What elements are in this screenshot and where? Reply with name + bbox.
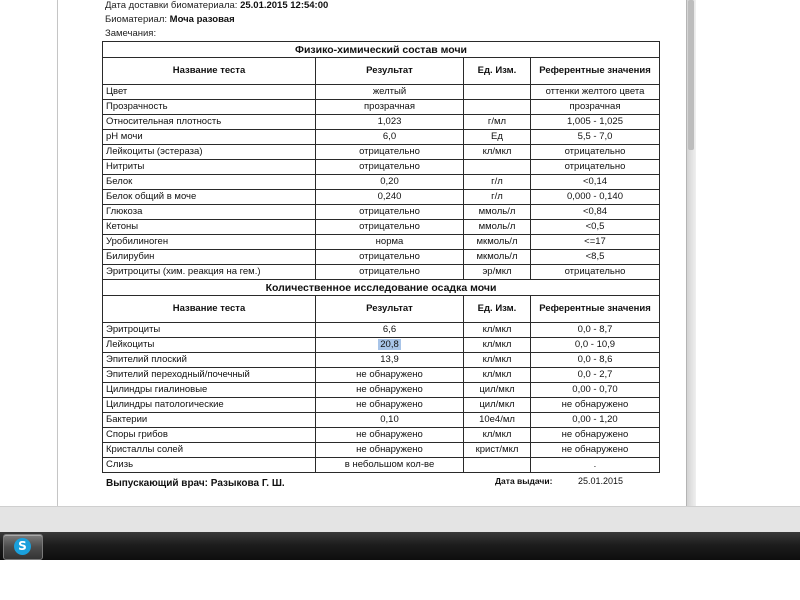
test-result-value: не обнаружено [356,429,423,440]
reference-header: Референтные значения [531,296,660,323]
test-name: Бактерии [103,413,316,428]
test-result-value: 0,240 [377,191,402,202]
test-name: Глюкоза [103,205,316,220]
test-reference: отрицательно [531,265,660,280]
test-unit [464,100,531,115]
test-reference: 5,5 - 7,0 [531,130,660,145]
test-result [316,353,464,368]
biomaterial-value: Моча разовая [169,14,235,25]
table-row [103,265,660,280]
test-unit: кл/мкл [464,353,531,368]
table-row [103,175,660,190]
table-row [103,205,660,220]
test-result-value: в небольшом кол-ве [344,459,435,470]
unit-header: Ед. Изм. [464,296,531,323]
test-name: Нитриты [103,160,316,175]
table-row [103,323,660,338]
test-unit: 10е4/мл [464,413,531,428]
result-header: Результат [316,58,464,85]
test-reference: . [531,458,660,473]
biomaterial-label: Биоматериал: [105,14,168,25]
section-title: Физико-химический состав мочи [103,42,660,58]
test-result [316,383,464,398]
test-name: Эпителий переходный/почечный [103,368,316,383]
test-result-value: не обнаружено [356,384,423,395]
table-row [103,338,660,353]
test-reference: не обнаружено [531,428,660,443]
biomaterial-line [105,14,235,25]
test-name: Прозрачность [103,100,316,115]
test-result-value: 6,6 [382,324,397,335]
test-reference: 0,00 - 0,70 [531,383,660,398]
table-row [103,115,660,130]
test-name: Лейкоциты [103,338,316,353]
test-result-value: не обнаружено [356,444,423,455]
test-result [316,190,464,205]
section-title: Количественное исследование осадка мочи [103,280,660,296]
table-row [103,368,660,383]
notes-line [105,28,156,39]
table-row [103,353,660,368]
test-name: Белок [103,175,316,190]
test-reference: 0,0 - 2,7 [531,368,660,383]
test-reference: 0,0 - 8,6 [531,353,660,368]
test-result [316,323,464,338]
skype-icon: S [14,538,31,555]
results-table [102,41,660,473]
test-name-header: Название теста [103,58,316,85]
test-result [316,458,464,473]
test-reference: <0,14 [531,175,660,190]
test-unit: кл/мкл [464,323,531,338]
test-result [316,265,464,280]
test-unit [464,458,531,473]
test-name: Споры грибов [103,428,316,443]
table-row [103,250,660,265]
test-reference: не обнаружено [531,398,660,413]
test-unit: цил/мкл [464,398,531,413]
test-name: Цилиндры патологические [103,398,316,413]
result-header: Результат [316,296,464,323]
test-result [316,220,464,235]
test-result-value: отрицательно [359,161,420,172]
test-result-value: 0,20 [380,176,399,187]
table-row [103,85,660,100]
test-reference: отрицательно [531,160,660,175]
test-result-value: отрицательно [359,266,420,277]
test-result-value: прозрачная [364,101,415,112]
test-result-value: норма [375,236,404,247]
table-row [103,235,660,250]
test-name: Эпителий плоский [103,353,316,368]
test-result [316,413,464,428]
test-unit [464,85,531,100]
test-result-value: 20,8 [380,339,399,350]
test-result-value: отрицательно [359,251,420,262]
test-result [316,115,464,130]
document-page [58,0,686,506]
test-reference: отрицательно [531,145,660,160]
test-result-value: желтый [372,86,407,97]
taskbar-skype-button[interactable] [3,534,43,560]
test-unit: ммоль/л [464,205,531,220]
test-unit: кл/мкл [464,338,531,353]
test-reference: <=17 [531,235,660,250]
delivery-date-value: 25.01.2015 12:54:00 [240,0,329,11]
test-reference: 0,000 - 0,140 [531,190,660,205]
test-unit: крист/мкл [464,443,531,458]
section1-column-headers [103,58,660,85]
table-row [103,398,660,413]
test-name: Слизь [103,458,316,473]
test-result [316,250,464,265]
table-row [103,130,660,145]
test-result [316,398,464,413]
notes-label: Замечания: [105,28,157,39]
test-unit: Ед [464,130,531,145]
test-unit: цил/мкл [464,383,531,398]
table-row [103,145,660,160]
test-reference: прозрачная [531,100,660,115]
taskbar [0,532,800,560]
test-result-value: не обнаружено [356,369,423,380]
test-name: Эритроциты (хим. реакция на гем.) [103,265,316,280]
table-row [103,190,660,205]
test-reference: 0,00 - 1,20 [531,413,660,428]
test-result-value: 13,9 [380,354,399,365]
test-name: Цвет [103,85,316,100]
test-result [316,235,464,250]
test-name: Лейкоциты (эстераза) [103,145,316,160]
test-reference: оттенки желтого цвета [531,85,660,100]
test-result [316,205,464,220]
test-reference: <8,5 [531,250,660,265]
test-result [316,100,464,115]
test-name: Относительная плотность [103,115,316,130]
test-reference: 0,0 - 10,9 [531,338,660,353]
test-name: Белок общий в моче [103,190,316,205]
test-unit: мкмоль/л [464,250,531,265]
test-name: Цилиндры гиалиновые [103,383,316,398]
test-reference: <0,84 [531,205,660,220]
section2-column-headers [103,296,660,323]
test-name: pH мочи [103,130,316,145]
delivery-date-line [105,0,328,11]
test-unit [464,160,531,175]
test-result [316,368,464,383]
test-reference: <0,5 [531,220,660,235]
table-row [103,413,660,428]
test-name: Уробилиноген [103,235,316,250]
issuing-doctor: Выпускающий врач: Разыкова Г. Ш. [106,478,285,489]
test-result [316,428,464,443]
test-reference: не обнаружено [531,443,660,458]
scrollbar-thumb[interactable] [688,0,694,150]
test-result [316,145,464,160]
test-unit: г/л [464,190,531,205]
test-unit: кл/мкл [464,145,531,160]
viewer-background [0,506,800,533]
table-row [103,100,660,115]
table-row [103,220,660,235]
section1-title-row [103,42,660,58]
test-reference: 1,005 - 1,025 [531,115,660,130]
table-row [103,443,660,458]
test-result-value: отрицательно [359,221,420,232]
test-result-value: 6,0 [382,131,397,142]
test-result-value: 0,10 [380,414,399,425]
test-result [316,175,464,190]
test-unit: ммоль/л [464,220,531,235]
test-unit: мкмоль/л [464,235,531,250]
test-unit: кл/мкл [464,428,531,443]
test-unit: кл/мкл [464,368,531,383]
test-result-value: 1,023 [377,116,402,127]
test-result-value: отрицательно [359,206,420,217]
test-name: Кетоны [103,220,316,235]
section2-title-row [103,280,660,296]
test-result [316,338,464,353]
table-row [103,428,660,443]
table-row [103,383,660,398]
test-result [316,85,464,100]
table-row [103,160,660,175]
unit-header: Ед. Изм. [464,58,531,85]
test-name: Билирубин [103,250,316,265]
test-name: Кристаллы солей [103,443,316,458]
reference-header: Референтные значения [531,58,660,85]
test-name-header: Название теста [103,296,316,323]
vertical-scrollbar[interactable] [686,0,696,506]
issue-date: 25.01.2015 [578,476,624,486]
delivery-date-label: Дата доставки биоматериала: [105,0,238,11]
test-unit: г/л [464,175,531,190]
test-unit: г/мл [464,115,531,130]
test-result-value: не обнаружено [356,399,423,410]
test-name: Эритроциты [103,323,316,338]
test-result [316,130,464,145]
issue-date-label: Дата выдачи: [495,476,553,486]
test-unit: эр/мкл [464,265,531,280]
test-result [316,160,464,175]
table-row [103,458,660,473]
test-result-value: отрицательно [359,146,420,157]
test-result [316,443,464,458]
test-reference: 0,0 - 8,7 [531,323,660,338]
